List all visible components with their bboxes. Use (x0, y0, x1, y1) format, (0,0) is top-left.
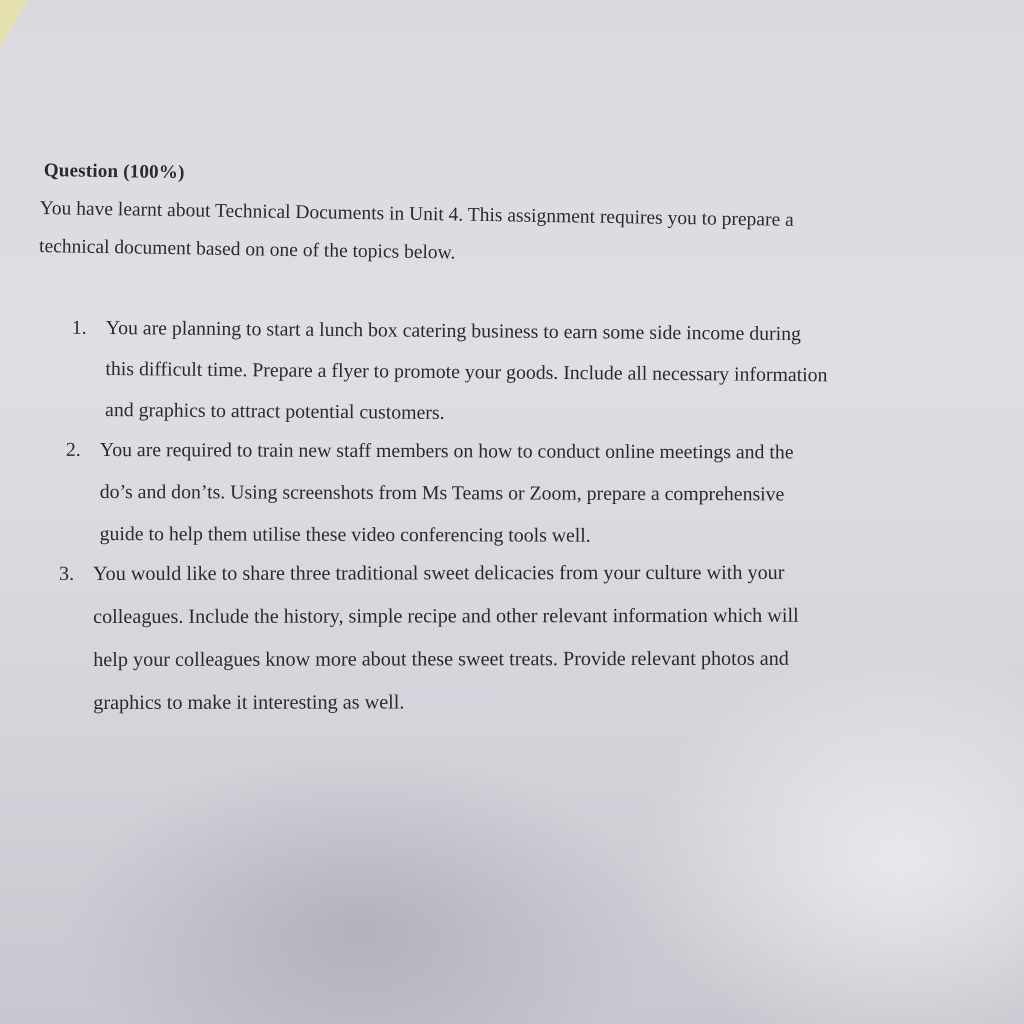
intro-paragraph (39, 190, 980, 281)
list-item-line: and graphics to attract potential customers. (105, 398, 445, 424)
intro-line: You have learnt about Technical Documents in Unit 4. This assignment requires you to prepare a (39, 197, 794, 231)
list-item-line: help your colleagues know more about these sweet treats. Provide relevant photos and (93, 647, 789, 671)
question-heading: Question (100%) (43, 160, 185, 184)
list-item-number: 2. (65, 438, 81, 461)
list-item-number: 1. (71, 316, 87, 339)
list-item-line: do’s and don’ts. Using screenshots from Ms Teams or Zoom, prepare a comprehensive (99, 480, 785, 506)
list-item-line: You would like to share three traditional sweet delicacies from your culture with your (93, 561, 785, 585)
list-item-number: 3. (59, 563, 75, 586)
list-item-line: guide to help them utilise these video conferencing tools well. (99, 522, 591, 547)
intro-line: technical document based on one of the topics below. (38, 235, 456, 264)
list-item-line: graphics to make it interesting as well. (93, 691, 405, 714)
list-item-line: colleagues. Include the history, simple recipe and other relevant information which will (93, 604, 799, 628)
list-item-line: You are planning to start a lunch box catering business to earn some side income during (105, 316, 802, 346)
list-item-1 (71, 308, 828, 437)
list-item-2 (65, 429, 794, 557)
list-item-line: this difficult time. Prepare a flyer to promote your goods. Include all necessary information (105, 357, 828, 387)
list-item-3 (59, 552, 799, 725)
list-item-line: You are required to train new staff members on how to conduct online meetings and the (99, 438, 794, 464)
